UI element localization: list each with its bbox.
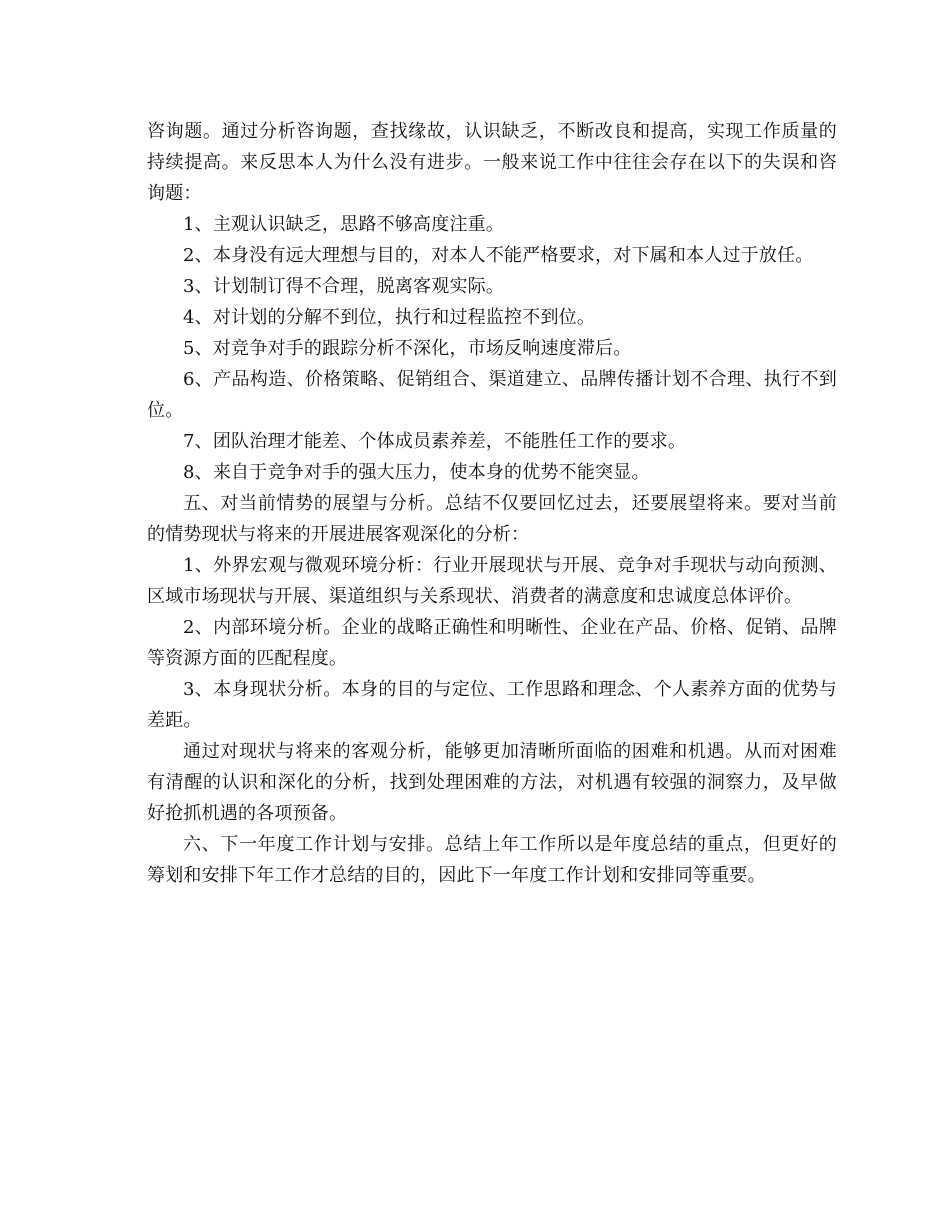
paragraph-13: 3、本身现状分析。本身的目的与定位、工作思路和理念、个人素养方面的优势与差距。	[147, 679, 837, 731]
paragraph-5: 4、对计划的分解不到位，执行和过程监控不到位。	[183, 307, 596, 328]
paragraph-8: 7、团队治理才能差、个体成员素养差，不能胜任工作的要求。	[183, 431, 687, 452]
paragraph-1: 咨询题。通过分析咨询题，查找缘故，认识缺乏，不断改良和提高，实现工作质量的持续提高。来反思本人为什么没有进步。一般来说工作中往往会存在以下的失误和咨询题：	[147, 121, 837, 204]
paragraph-6: 5、对竞争对手的跟踪分析不深化，市场反响速度滞后。	[183, 338, 632, 359]
paragraph-12: 2、内部环境分析。企业的战略正确性和明晰性、企业在产品、价格、促销、品牌等资源方面的匹配程度。	[147, 617, 837, 669]
paragraph-11: 1、外界宏观与微观环境分析：行业开展现状与开展、竞争对手现状与动向预测、区域市场现状与开展、渠道组织与关系现状、消费者的满意度和忠诚度总体评价。	[147, 555, 837, 607]
paragraph-4: 3、计划制订得不合理，脱离客观实际。	[183, 276, 505, 297]
paragraph-3: 2、本身没有远大理想与目的，对本人不能严格要求，对下属和本人过于放任。	[183, 245, 814, 266]
paragraph-15: 六、下一年度工作计划与安排。总结上年工作所以是年度总结的重点，但更好的筹划和安排下年工作才总结的目的，因此下一年度工作计划和安排同等重要。	[147, 834, 837, 886]
document-body	[147, 116, 837, 891]
paragraph-14: 通过对现状与将来的客观分析，能够更加清晰所面临的困难和机遇。从而对困难有清醒的认识和深化的分析，找到处理困难的方法，对机遇有较强的洞察力，及早做好抢抓机遇的各项预备。	[147, 741, 837, 824]
paragraph-7: 6、产品构造、价格策略、促销组合、渠道建立、品牌传播计划不合理、执行不到位。	[147, 369, 837, 421]
paragraph-9: 8、来自于竞争对手的强大压力，使本身的优势不能突显。	[183, 462, 650, 483]
paragraph-2: 1、主观认识缺乏，思路不够高度注重。	[183, 214, 505, 235]
paragraph-10: 五、对当前情势的展望与分析。总结不仅要回忆过去，还要展望将来。要对当前的情势现状与将来的开展进展客观深化的分析：	[147, 493, 837, 545]
